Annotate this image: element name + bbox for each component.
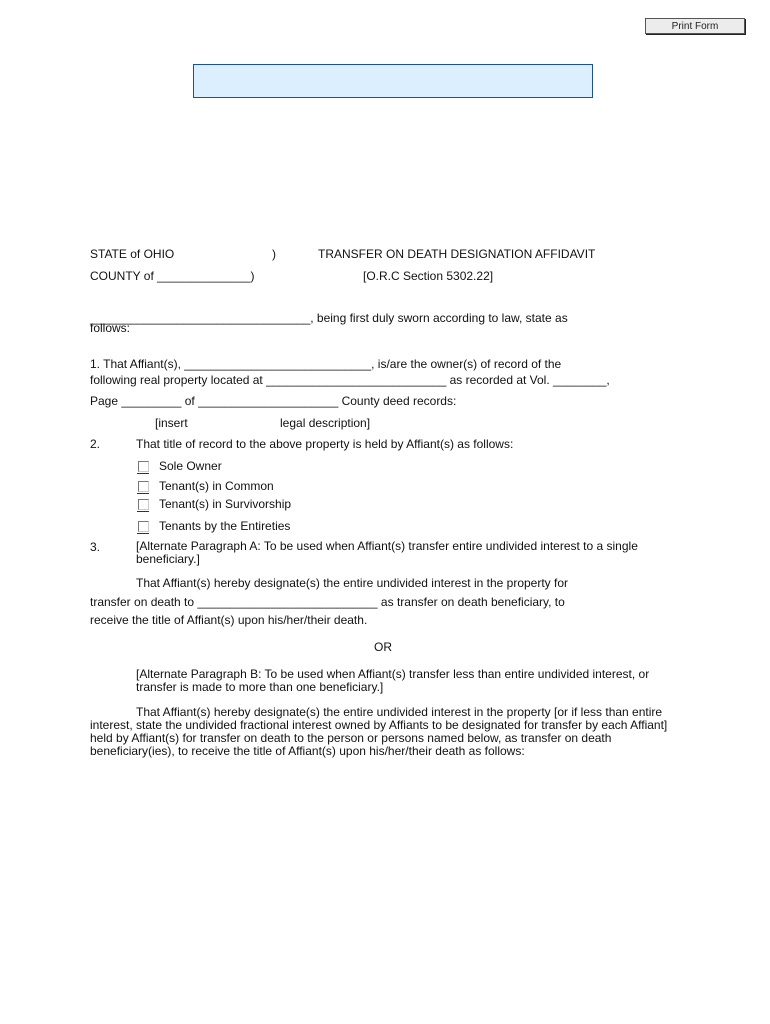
legal-description-label: legal description] — [280, 416, 371, 430]
insert-label: [insert — [155, 416, 188, 430]
option-sole-owner[interactable] — [138, 459, 222, 473]
paragraph-a-line2: transfer on death to ___________________________ as transfer on death beneficiary, to — [90, 595, 565, 609]
item1-line1: 1. That Affiant(s), ____________________________, is/are the owner(s) of record of the — [90, 357, 562, 371]
alternate-paragraph-b: [Alternate Paragraph B: To be used when Affiant(s) transfer less than entire undivided interest, or transfer is made to more than one beneficiary.] — [136, 667, 650, 694]
item1-line2: following real property located at ___________________________ as recorded at Vol. ________, — [90, 373, 610, 387]
affiant-intro-follows: follows: — [90, 321, 131, 335]
option-tenants-by-entireties[interactable] — [138, 519, 290, 533]
paragraph-a-line3: receive the title of Affiant(s) upon his/her/their death. — [90, 613, 368, 627]
option-label: Sole Owner — [159, 459, 222, 473]
tenants-by-entireties-checkbox[interactable] — [138, 521, 149, 532]
option-label: Tenant(s) in Survivorship — [159, 497, 292, 511]
document-title: TRANSFER ON DEATH DESIGNATION AFFIDAVIT — [318, 247, 596, 261]
print-form-button[interactable]: Print Form — [645, 18, 745, 34]
section-reference: [O.R.C Section 5302.22] — [363, 269, 494, 283]
option-tenants-in-common[interactable] — [138, 479, 274, 493]
tenants-in-survivorship-checkbox[interactable] — [138, 499, 149, 510]
sole-owner-checkbox[interactable] — [138, 461, 149, 472]
or-separator: OR — [374, 640, 392, 654]
option-label: Tenants by the Entireties — [159, 519, 291, 533]
county-line: COUNTY of ______________) — [90, 269, 255, 283]
header-text-field[interactable] — [193, 64, 593, 98]
alternate-paragraph-a: [Alternate Paragraph A: To be used when Affiant(s) transfer entire undivided interest to a single beneficiary.] — [136, 539, 638, 566]
state-paren: ) — [272, 247, 276, 261]
item2-number: 2. — [90, 437, 101, 451]
item3-number: 3. — [90, 540, 101, 554]
affiant-intro-line: _________________________________, being first duly sworn according to law, state as — [90, 311, 568, 325]
state-label: STATE of OHIO — [90, 247, 175, 261]
paragraph-a-line1: That Affiant(s) hereby designate(s) the entire undivided interest in the property for — [136, 576, 569, 590]
item1-line3: Page _________ of _____________________ County deed records: — [90, 394, 457, 408]
option-label: Tenant(s) in Common — [159, 479, 274, 493]
paragraph-b-text: That Affiant(s) hereby designate(s) the entire undivided interest in the property [or if less than entire interest, state the undivided fractional interest owned by Affiants to be designated for transfer by each Affiant] held by Affiant(s) for transfer on death to the person or persons named below, as transfer on death beneficiary(ies), to receive the title of Affiant(s) upon his/her/their death as follows: — [90, 705, 668, 758]
option-tenants-in-survivorship[interactable] — [138, 497, 291, 511]
item2-text: That title of record to the above property is held by Affiant(s) as follows: — [136, 437, 514, 451]
tenants-in-common-checkbox[interactable] — [138, 481, 149, 492]
